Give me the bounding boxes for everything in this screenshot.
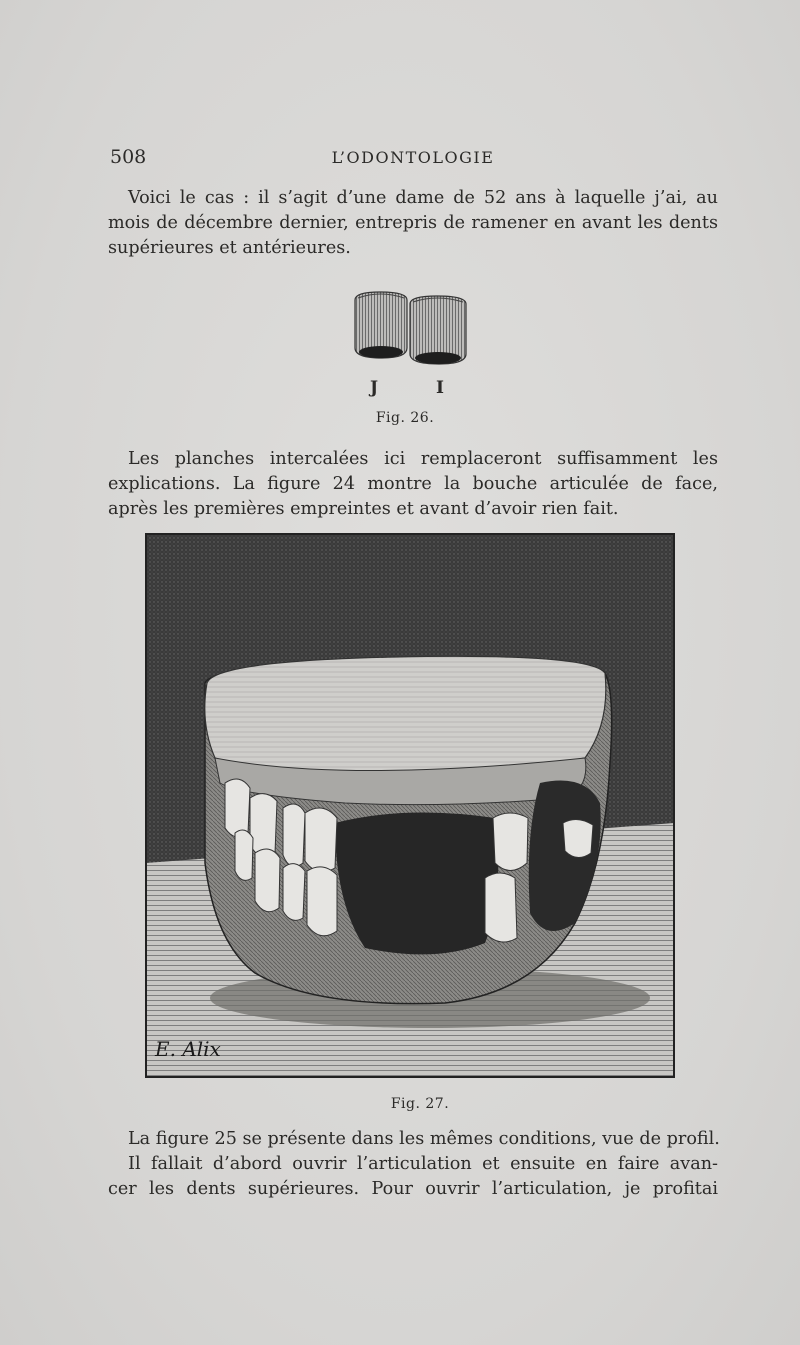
figure-26-caption: Fig. 26. — [375, 410, 435, 426]
figure-27-engraving — [145, 533, 675, 1078]
text-line: cer les dents supérieures. Pour ouvrir l’articulation, je profitai — [108, 1179, 718, 1199]
engraver-signature: E. Alix — [155, 1037, 221, 1061]
running-title: L’ODONTOLOGIE — [331, 148, 495, 167]
text-line: Voici le cas : il s’agit d’une dame de 52 ans à laquelle j’ai, au — [128, 188, 718, 208]
crown-i — [410, 296, 466, 364]
figure-26-illustration — [352, 290, 472, 370]
crown-j — [355, 292, 407, 358]
paragraph-case-intro — [108, 186, 718, 261]
label-i: I — [436, 378, 444, 398]
paragraph-plates — [108, 447, 718, 522]
text-line: Les planches intercalées ici remplaceront suffisamment les — [128, 449, 718, 469]
text-line: La figure 25 se présente dans les mêmes conditions, vue de profil. — [128, 1129, 720, 1149]
text-line: Il fallait d’abord ouvrir l’articulation et ensuite en faire avan- — [128, 1154, 718, 1174]
figure-27-caption: Fig. 27. — [390, 1096, 450, 1112]
running-head — [108, 146, 718, 170]
text-line: mois de décembre dernier, entrepris de ramener en avant les dents — [108, 213, 718, 233]
label-j: J — [370, 378, 379, 398]
text-line: explications. La figure 24 montre la bouche articulée de face, — [108, 474, 718, 494]
paragraph-profile — [108, 1127, 718, 1202]
text-line: supérieures et antérieures. — [108, 238, 351, 258]
text-line: après les premières empreintes et avant d’avoir rien fait. — [108, 499, 619, 519]
page-number: 508 — [110, 146, 147, 168]
